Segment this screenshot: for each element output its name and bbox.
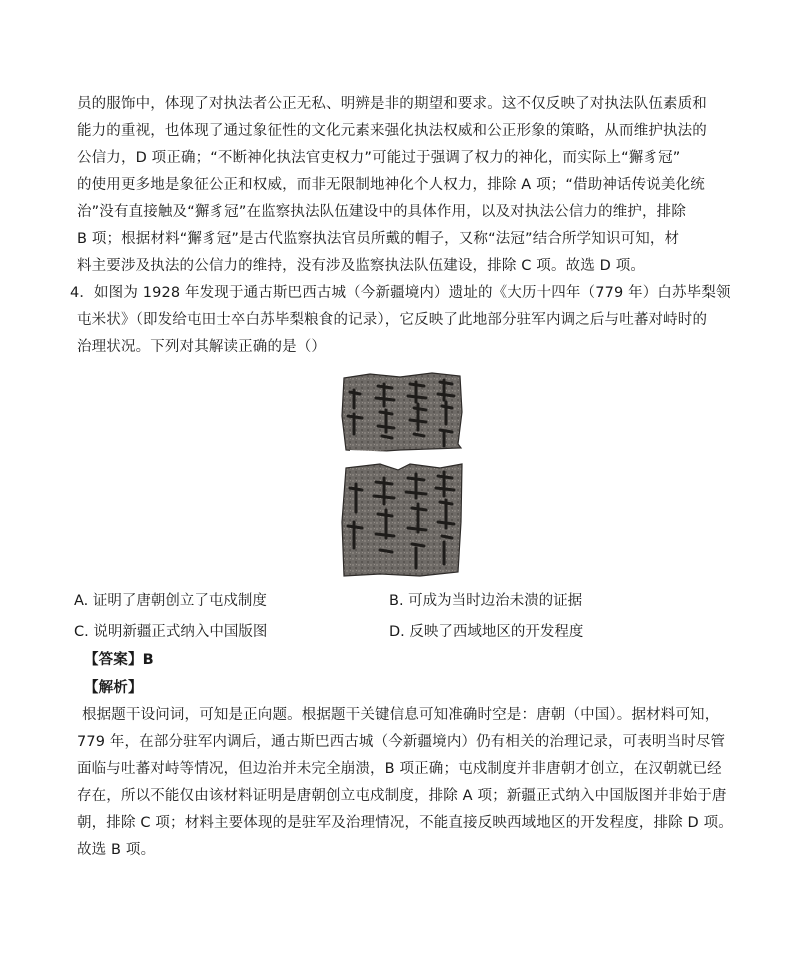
prev-explanation-line: 公信力，D 项正确；“不断神化执法官吏权力”可能过于强调了权力的神化，而实际上“獬豸冠” — [77, 150, 681, 166]
question-stem-line: 治理状况。下列对其解读正确的是（） — [77, 339, 327, 355]
option-d: D. 反映了西域地区的开发程度 — [389, 624, 584, 640]
analysis-label: 【解析】 — [84, 680, 143, 696]
analysis-line: 存在，所以不能仅由该材料证明是唐朝创立屯戍制度，排除 A 项；新疆正式纳入中国版图并非始于唐 — [77, 788, 727, 804]
question-stem-line: 4．如图为 1928 年发现于通古斯巴西古城（今新疆境内）遗址的《大历十四年（779 年）白苏毕梨领 — [70, 285, 731, 301]
prev-explanation-line: 员的服饰中，体现了对执法者公正无私、明辨是非的期望和要求。这不仅反映了对执法队伍素质和 — [77, 96, 707, 112]
question-stem-line: 屯米状》（即发给屯田士卒白苏毕梨粮食的记录），它反映了此地部分驻军内调之后与吐蕃对峙时的 — [77, 312, 708, 328]
prev-explanation-line: B 项；根据材料“獬豸冠”是古代监察执法官员所戴的帽子，又称“法冠”结合所学知识可知，材 — [77, 231, 680, 247]
prev-explanation-line: 能力的重视，也体现了通过象征性的文化元素来强化执法权威和公正形象的策略，从而维护执法的 — [77, 123, 707, 139]
historical-document-image — [340, 372, 464, 578]
option-b: B. 可成为当时边治未溃的证据 — [389, 593, 583, 609]
analysis-line: 朝，排除 C 项；材料主要体现的是驻军及治理情况，不能直接反映西域地区的开发程度，排除 D 项。 — [77, 815, 733, 831]
option-a: A. 证明了唐朝创立了屯戍制度 — [74, 593, 267, 609]
answer-label: 【答案】B — [84, 652, 154, 668]
prev-explanation-line: 的使用更多地是象征公正和权威，而非无限制地神化个人权力，排除 A 项；“借助神话传说美化统 — [77, 177, 705, 193]
prev-explanation-line: 治”没有直接触及“獬豸冠”在监察执法队伍建设中的具体作用，以及对执法公信力的维护，排除 — [77, 204, 686, 220]
document-fragment-graphic — [340, 372, 464, 578]
analysis-line: 根据题干设问词，可知是正向题。根据题干关键信息可知准确时空是：唐朝（中国）。据材料可知， — [82, 707, 720, 723]
analysis-line: 面临与吐蕃对峙等情况，但边治并未完全崩溃，B 项正确；屯戍制度并非唐朝才创立，在汉朝就已经 — [77, 761, 722, 777]
prev-explanation-line: 料主要涉及执法的公信力的维持，没有涉及监察执法队伍建设，排除 C 项。故选 D 项。 — [77, 258, 646, 274]
analysis-line: 779 年，在部分驻军内调后，通古斯巴西古城（今新疆境内）仍有相关的治理记录，可表明当时尽管 — [77, 734, 726, 750]
option-c: C. 说明新疆正式纳入中国版图 — [74, 624, 268, 640]
analysis-line: 故选 B 项。 — [77, 842, 156, 858]
